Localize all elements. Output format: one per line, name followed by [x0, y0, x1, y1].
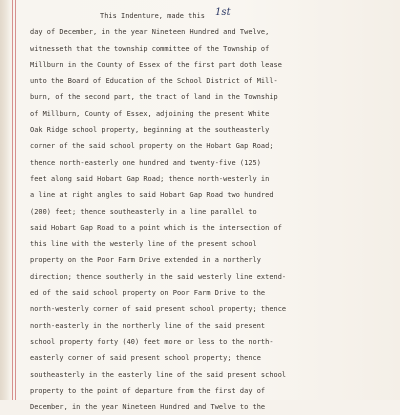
text-line: thence north-easterly one hundred and twenty-five (125): [30, 158, 261, 167]
text-line: easterly corner of said present school property; thence: [30, 354, 261, 363]
text-line: day of December, in the year Nineteen Hundred and Twelve,: [30, 28, 270, 37]
text-line: of Millburn, County of Essex, adjoining the present White: [30, 109, 270, 118]
text-line: school property forty (40) feet more or less to the north-: [30, 337, 274, 346]
text-line: north-easterly in the northerly line of the said present: [30, 321, 266, 330]
text-line: property to the point of departure from the first day of: [30, 386, 266, 395]
text-line: unto the Board of Education of the School District of Mill-: [30, 77, 278, 86]
text-line: a line at right angles to said Hobart Gap Road two hundred: [30, 191, 274, 200]
indenture-text: [30, 8, 395, 415]
text-line: feet along said Hobart Gap Road; thence north-westerly in: [30, 174, 270, 183]
opening-line: [30, 8, 395, 24]
margin-rule-left: [12, 0, 13, 400]
text-line: Millburn in the County of Essex of the first part doth lease: [30, 60, 282, 69]
margin-rule-right: [15, 0, 16, 400]
text-line: this line with the westerly line of the present school: [30, 240, 257, 249]
text-line: December, in the year Nineteen Hundred and Twelve to the: [30, 403, 266, 412]
text-line: southeasterly in the easterly line of the said present school: [30, 370, 287, 379]
text-line: north-westerly corner of said present school property; thence: [30, 305, 287, 314]
text-line: corner of the said school property on the Hobart Gap Road;: [30, 142, 274, 151]
page-fold-shadow: [0, 0, 10, 400]
text-line: said Hobart Gap Road to a point which is the intersection of: [30, 223, 282, 232]
handwritten-day: 1st: [214, 7, 231, 18]
opening-text: This Indenture, made this: [100, 12, 205, 20]
text-line: Oak Ridge school property, beginning at the southeasterly: [30, 126, 270, 135]
text-line: property on the Poor Farm Drive extended in a northerly: [30, 256, 261, 265]
text-line: ed of the said school property on Poor Farm Drive to the: [30, 289, 266, 298]
text-line: burn, of the second part, the tract of land in the Township: [30, 93, 278, 102]
text-line: direction; thence southerly in the said westerly line extend-: [30, 272, 287, 281]
text-line: (200) feet; thence southeasterly in a line parallel to: [30, 207, 257, 216]
text-line: witnesseth that the township committee of the Township of: [30, 44, 270, 53]
